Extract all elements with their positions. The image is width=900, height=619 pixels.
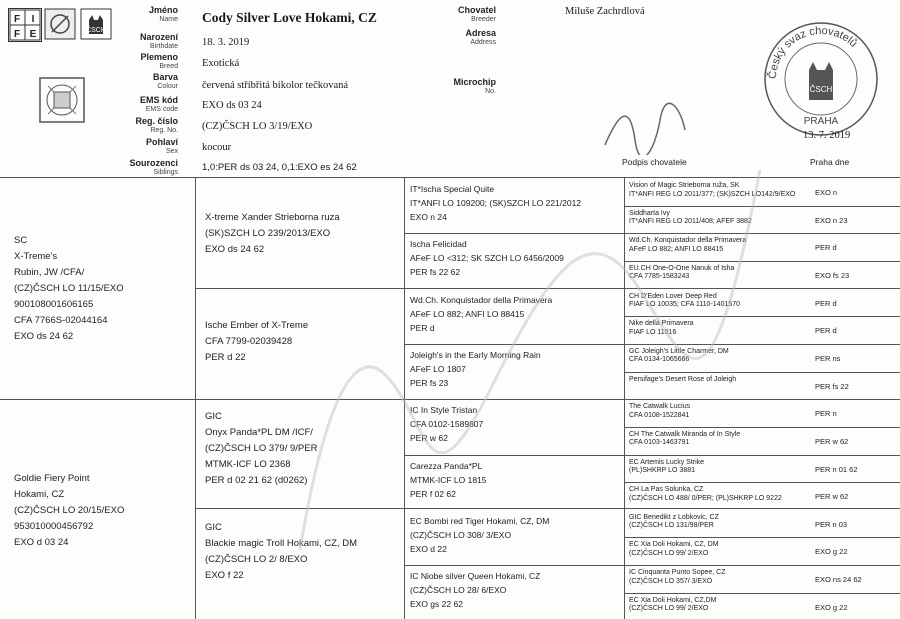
svg-text:E: E <box>29 29 37 40</box>
gen4-ems: EXO g 22 <box>815 602 848 612</box>
gen4-ancestor <box>629 320 694 337</box>
breed-label: Plemeno Breed <box>140 52 178 70</box>
gen4.10.lines-line: EC Artemis Lucky Strike <box>629 458 705 466</box>
gen4-ems: PER n 03 <box>815 519 848 529</box>
gen4-ancestor <box>629 541 718 558</box>
gen4.0.lines-line: Vision of Magic Strieborna ruža, SK <box>629 182 740 189</box>
gen3.7.lines-line: EXO gs 22 62 <box>410 599 463 610</box>
gen4-ancestor <box>629 514 719 531</box>
gen4-divider <box>624 537 900 538</box>
gen4.10.lines-line: (PL)SHKRP LO 3881 <box>629 467 696 474</box>
grid-top-line <box>0 177 900 178</box>
gen3.4.lines-line: CFA 0102-1589807 <box>410 419 484 430</box>
grid-q1-line <box>195 288 900 289</box>
name-label: Jméno Name <box>148 5 178 23</box>
gen1.0.lines-line: (CZ)ČSCH LO 11/15/EXO <box>14 283 124 294</box>
svg-text:I: I <box>31 14 35 25</box>
gen2.3.lines-line: Blackie magic Troll Hokami, CZ, DM <box>205 538 358 549</box>
birth-label: Narození Birthdate <box>139 32 178 50</box>
gen4-ancestor <box>629 265 734 282</box>
gen4.2.lines-line: AFeF LO 882; ANFI LO 88415 <box>629 245 724 253</box>
siblings-label: Sourozenci Siblings <box>129 158 178 176</box>
gen3.3.lines-line: PER fs 23 <box>410 377 449 388</box>
svg-text:F: F <box>13 29 21 40</box>
svg-text:Český svaz chovatelů: Český svaz chovatelů <box>766 24 860 80</box>
gen4.13.lines-line: EC Xia Doli Hokami, CZ, DM <box>629 541 719 549</box>
gen4-ems: PER ns <box>815 353 841 363</box>
gen3.3.lines-line: AFeF LO 1807 <box>410 363 466 374</box>
gen3-divider <box>404 233 900 234</box>
gen4-divider <box>624 206 900 207</box>
gen4-ancestor <box>629 376 736 385</box>
address-label: Adresa Address <box>465 28 496 46</box>
gen3-ancestor <box>410 182 581 224</box>
gen2.3.lines-line: GIC <box>205 522 222 533</box>
gen3.1.lines-line: Ischa Felicidad <box>410 239 467 250</box>
gen4.14.lines-line: IC Cinquanta Punto Sopee, CZ <box>629 569 726 577</box>
gen4-ancestor <box>629 459 704 476</box>
gen4.5.lines-line: Nike della Primavera <box>629 320 694 328</box>
gen4-ancestor <box>629 210 752 227</box>
gen3-ancestor <box>410 514 549 556</box>
gen4-ems: PER d <box>815 326 837 336</box>
signature-caption: Podpis chovatele <box>622 157 687 167</box>
gen4.8.lines-line: CFA 0108-1522841 <box>629 411 690 419</box>
official-stamp <box>762 20 880 138</box>
gen4-ems: PER n <box>815 409 837 419</box>
gen4.5.lines-line: FIAF LO 11016 <box>629 328 677 336</box>
gen4-ems: PER d <box>815 243 837 253</box>
siblings-value: 1,0:PER ds 03 24, 0,1:EXO es 24 62 <box>202 162 357 173</box>
gen4.4.lines-line: FIAF LO 10035; CFA 1110-1401570 <box>629 301 741 309</box>
gen3.5.lines-line: Carezza Panda*PL <box>410 460 483 471</box>
gen1.0.lines-line: 900108001606165 <box>14 299 94 310</box>
gen4-ems: EXO n <box>815 188 838 197</box>
fife-watermark-icon <box>38 76 86 124</box>
granddam-maternal <box>205 520 357 584</box>
gen2.0.lines-line: (SK)SZCH LO 239/2013/EXO <box>205 228 331 239</box>
gen4.0.lines-line: IT*ANFI REG LO 2011/377; (SK)SZCH LO142/9/EXO <box>629 190 796 198</box>
gen3.2.lines-line: PER d <box>410 322 435 333</box>
gen4-divider <box>624 427 900 428</box>
gen4-ems: EXO g 22 <box>815 547 848 557</box>
gen1.1.lines-line: EXO d 03 24 <box>14 537 69 548</box>
gen1.0.lines-line: X-Treme's <box>14 251 58 262</box>
gen3.6.lines-line: EXO d 22 <box>410 543 447 554</box>
gen3.6.lines-line: EC Bombi red Tiger Hokami, CZ, DM <box>410 515 550 526</box>
gen3-ancestor <box>410 293 552 335</box>
gen3-ancestor <box>410 237 564 279</box>
gen4-divider <box>624 372 900 373</box>
gen4-divider <box>624 482 900 483</box>
gen1.1.lines-line: (CZ)ČSCH LO 20/15/EXO <box>14 505 125 516</box>
gen4-ancestor <box>629 569 726 586</box>
gen3-divider <box>404 344 900 345</box>
gen4-ems: EXO n 23 <box>815 215 848 225</box>
gen4-ancestor <box>629 403 690 420</box>
gen3.7.lines-line: IC Niobe silver Queen Hokami, CZ <box>410 571 541 582</box>
gen3.0.lines-line: IT*ANFI LO 109200; (SK)SZCH LO 221/2012 <box>410 198 582 208</box>
gen4-ancestor <box>629 486 782 503</box>
breed-value: Exotická <box>202 58 240 69</box>
reg-value: (CZ)ČSCH LO 3/19/EXO <box>202 121 313 132</box>
gen4.12.lines-line: GIC Benedikt z Lobkovic, CZ <box>629 513 719 521</box>
gen4-ems: PER d <box>815 298 837 308</box>
ems-value: EXO ds 03 24 <box>202 100 262 111</box>
reg-label: Reg. číslo Reg. No. <box>135 116 178 134</box>
gen4-ancestor <box>629 597 717 614</box>
gen3.2.lines-line: Wd.Ch. Konquistador della Primavera <box>410 294 553 305</box>
gen1.0.lines-line: CFA 7766S-02044164 <box>14 315 108 326</box>
gen4.3.lines-line: EU.CH One-O-One Nanuk of Isha <box>629 264 735 272</box>
breeder-value: Miluše Zachrdlová <box>565 6 645 17</box>
gen4.1.lines-line: Siddharta Ivy <box>629 209 670 217</box>
gen4-ems: PER n 01 62 <box>815 464 858 474</box>
gen3.6.lines-line: (CZ)ČSCH LO 308/ 3/EXO <box>410 529 512 540</box>
gen3-ancestor <box>410 348 541 390</box>
gen4.11.lines-line: (CZ)ČSCH LO 488/ 0/PER; (PL)SHKRP LO 9222 <box>629 494 782 502</box>
gen2.3.lines-line: (CZ)ČSCH LO 2/ 8/EXO <box>205 554 308 565</box>
grandsire-maternal <box>205 409 317 489</box>
gen1.1.lines-line: Goldie Fiery Point <box>14 473 90 484</box>
breeder-signature <box>600 100 690 155</box>
gen2.2.lines-line: Onyx Panda*PL DM /ICF/ <box>205 427 313 438</box>
gen1.1.lines-line: Hokami, CZ <box>14 489 65 500</box>
gen4.3.lines-line: CFA 7785-1583243 <box>629 273 690 281</box>
gen2.3.lines-line: EXO f 22 <box>205 570 244 581</box>
gen2.0.lines-line: X-treme Xander Strieborna ruza <box>205 212 340 223</box>
gen4-ems: PER w 62 <box>815 492 849 502</box>
gen4.6.lines-line: CFA 0134-1065666 <box>629 356 690 364</box>
stamp-date: 13. 7. 2019 <box>803 130 851 141</box>
microchip-label: Microchip No. <box>453 77 496 95</box>
place-caption: Praha dne <box>810 157 850 167</box>
gen3-divider <box>404 565 900 566</box>
gen4.7.lines-line: Persifage's Desert Rose of Joleigh <box>629 375 737 383</box>
gen4.12.lines-line: (CZ)ČSCH LO 131/98/PER <box>629 522 714 530</box>
gen4-divider <box>624 261 900 262</box>
svg-text:PRAHA: PRAHA <box>803 116 839 127</box>
grid-mid-line <box>0 399 900 400</box>
gen1.0.lines-line: SC <box>14 235 28 246</box>
grid-col-line-1 <box>195 177 196 619</box>
granddam-paternal <box>205 318 308 366</box>
gen4.9.lines-line: CH The Catwalk Miranda of In Style <box>629 430 741 438</box>
dam-block <box>14 471 124 551</box>
gen3.3.lines-line: Joleigh's in the Early Morning Rain <box>410 349 541 360</box>
gen3.7.lines-line: (CZ)ČSCH LO 28/ 6/EXO <box>410 585 507 596</box>
cat-name: Cody Silver Love Hokami, CZ <box>202 10 377 25</box>
gen4.6.lines-line: GC Joleigh's Little Charmer, DM <box>629 347 729 355</box>
gen2.2.lines-line: MTMK-ICF LO 2368 <box>205 459 291 470</box>
breeder-label: Chovatel Breeder <box>457 5 496 23</box>
gen3.2.lines-line: AFeF LO 882; ANFI LO 88415 <box>410 308 525 319</box>
svg-text:ČSCH: ČSCH <box>86 27 106 34</box>
gen4.1.lines-line: IT*ANFI REG LO 2011/408; AFEF 3882 <box>629 218 752 226</box>
gen2.1.lines-line: CFA 7799-02039428 <box>205 336 293 347</box>
gen4-ancestor <box>629 237 746 254</box>
gen4-ems: PER w 62 <box>815 436 849 446</box>
gen4-divider <box>624 593 900 594</box>
gen3-divider <box>404 455 900 456</box>
gen3.1.lines-line: PER fs 22 62 <box>410 267 461 278</box>
gen1.0.lines-line: Rubin, JW /CFA/ <box>14 267 85 278</box>
grandsire-paternal <box>205 210 340 258</box>
gen3-ancestor <box>410 569 540 611</box>
gen4.4.lines-line: CH D'Eden Lover Deep Red <box>629 292 717 300</box>
gen4-ems: PER fs 22 <box>815 381 849 391</box>
gen2.1.lines-line: Ische Ember of X-Treme <box>205 320 309 331</box>
gen4-ems: EXO ns 24 62 <box>815 575 862 585</box>
gen1.1.lines-line: 953010000456792 <box>14 521 94 532</box>
gen4.14.lines-line: (CZ)ČSCH LO 357/ 3/EXO <box>629 577 713 585</box>
grid-col-line-2 <box>404 177 405 619</box>
gen3.1.lines-line: AFeF LO <312; SK SZCH LO 6456/2009 <box>410 253 564 264</box>
gen2.2.lines-line: GIC <box>205 411 222 422</box>
ems-label: EMS kód EMS code <box>139 95 178 113</box>
gen4-ancestor <box>629 182 795 199</box>
gen4.15.lines-line: (CZ)ČSCH LO 99/ 2/EXO <box>629 605 709 613</box>
gen3.4.lines-line: IC In Style Tristan <box>410 405 478 416</box>
svg-text:ČSCH: ČSCH <box>809 85 833 94</box>
birth-date: 18. 3. 2019 <box>202 37 250 48</box>
gen4.2.lines-line: Wd.Ch. Konquistador della Primavera <box>629 237 747 245</box>
colour-label: Barva Colour <box>152 72 178 90</box>
gen4-ems: EXO fs 23 <box>815 270 850 280</box>
svg-text:F: F <box>13 14 21 25</box>
emblem-icon <box>44 8 76 40</box>
gen3.0.lines-line: EXO n 24 <box>410 212 447 222</box>
sex-label: Pohlaví Sex <box>145 137 178 155</box>
gen2.0.lines-line: EXO ds 24 62 <box>205 244 265 255</box>
gen4-ancestor <box>629 348 729 365</box>
gen1.0.lines-line: EXO ds 24 62 <box>14 331 74 342</box>
gen3-ancestor <box>410 403 483 445</box>
gen4-ancestor <box>629 293 740 310</box>
gen2.1.lines-line: PER d 22 <box>205 352 246 363</box>
colour-value: červená stříbřitá bikolor tečkovaná <box>202 80 349 91</box>
sire-block <box>14 233 124 345</box>
gen4-divider <box>624 316 900 317</box>
gen3-ancestor <box>410 459 487 501</box>
grid-q3-line <box>195 508 900 509</box>
gen2.2.lines-line: (CZ)ČSCH LO 379/ 9/PER <box>205 443 318 454</box>
gen3.4.lines-line: PER w 62 <box>410 433 448 444</box>
gen4.15.lines-line: EC Xia Doli Hokami, CZ,DM <box>629 596 717 604</box>
gen4.13.lines-line: (CZ)ČSCH LO 99/ 2/EXO <box>629 549 709 557</box>
gen4.8.lines-line: The Catwalk Lucius <box>629 403 691 411</box>
gen3.5.lines-line: PER f 02 62 <box>410 488 456 499</box>
gen4.9.lines-line: CFA 0103-1463791 <box>629 439 690 447</box>
gen2.2.lines-line: PER d 02 21 62 (d0262) <box>205 475 308 486</box>
gen4-ancestor <box>629 431 740 448</box>
gen3.0.lines-line: IT*Ischa Special Quite <box>410 184 495 194</box>
grid-col-line-3 <box>624 177 625 619</box>
sex-value: kocour <box>202 142 232 153</box>
fife-logo <box>8 8 42 42</box>
gen3.5.lines-line: MTMK-ICF LO 1815 <box>410 474 487 485</box>
gen4.11.lines-line: CH La Pas Solunka, CZ <box>629 486 704 494</box>
